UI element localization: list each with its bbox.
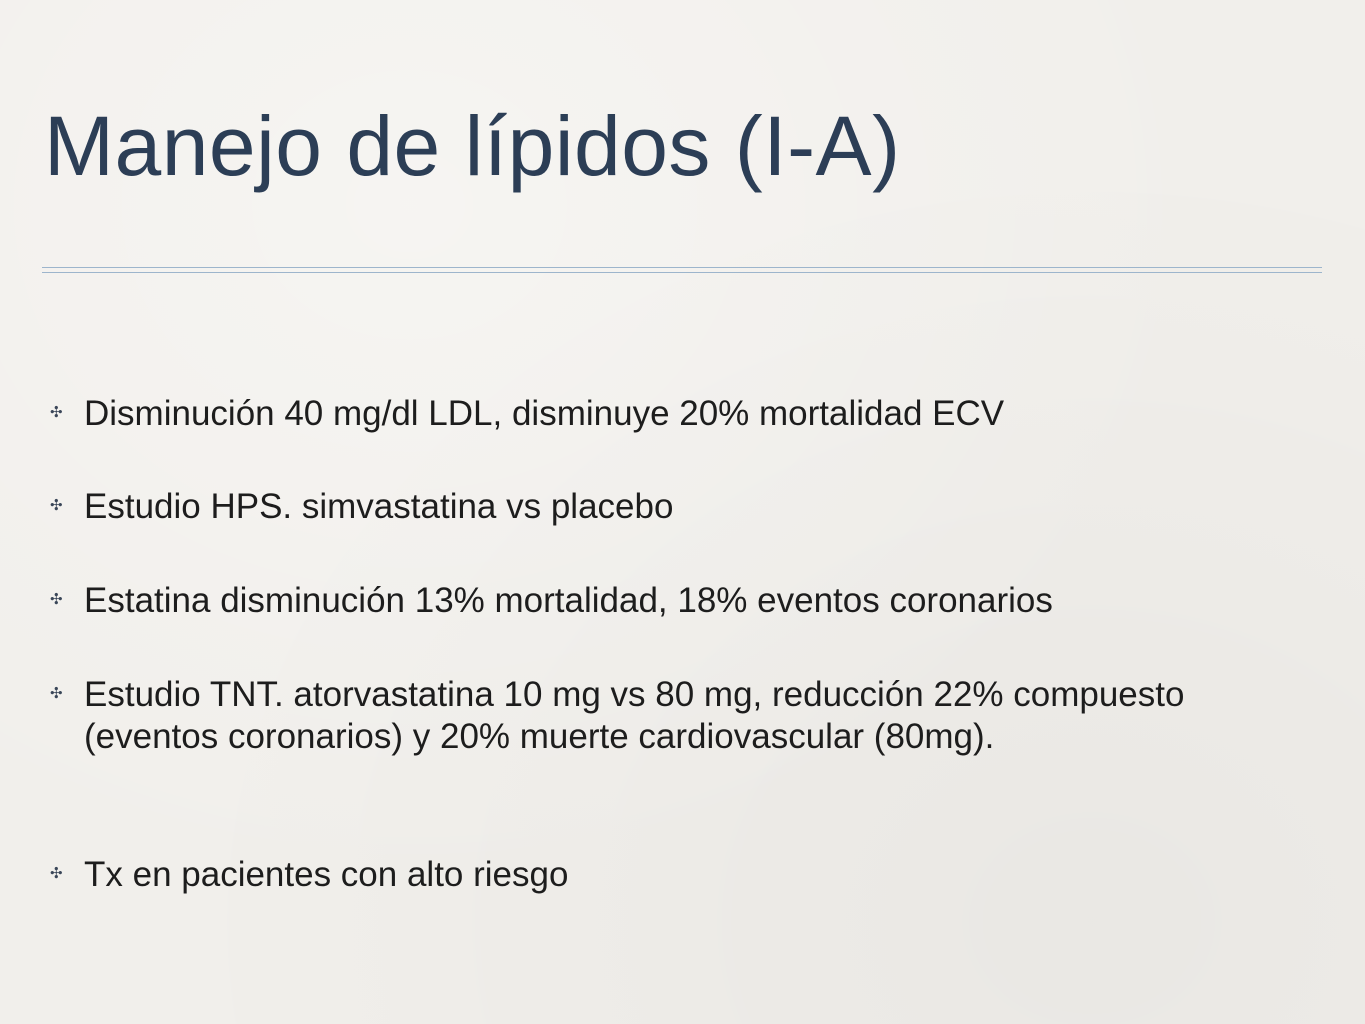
cross-bullet-icon: ✣: [50, 591, 63, 608]
bullet-item: [50, 674, 1290, 758]
bullet-text: Disminución 40 mg/dl LDL, disminuye 20% mortalidad ECV: [84, 394, 1005, 433]
bullet-item: [50, 580, 1290, 622]
divider-line-bottom: [42, 272, 1322, 273]
cross-bullet-icon: ✣: [50, 685, 63, 702]
bullet-text: Estudio TNT. atorvastatina 10 mg vs 80 mg, reducción 22% compuesto (eventos coronarios) y 20% muerte cardiovascular (80mg).: [84, 675, 1185, 756]
bullet-item: [50, 393, 1290, 435]
divider-line-top: [42, 267, 1322, 268]
slide-title: Manejo de lípidos (I-A): [44, 99, 901, 193]
cross-bullet-icon: ✣: [50, 404, 63, 421]
bullet-text: Estatina disminución 13% mortalidad, 18% eventos coronarios: [84, 581, 1053, 620]
bullet-item: [50, 854, 1290, 896]
cross-bullet-icon: ✣: [50, 497, 63, 514]
title-divider: [42, 266, 1322, 275]
cross-bullet-icon: ✣: [50, 865, 63, 882]
bullet-item: [50, 486, 1290, 528]
bullet-text: Tx en pacientes con alto riesgo: [84, 855, 569, 894]
bullet-text: Estudio HPS. simvastatina vs placebo: [84, 487, 674, 526]
